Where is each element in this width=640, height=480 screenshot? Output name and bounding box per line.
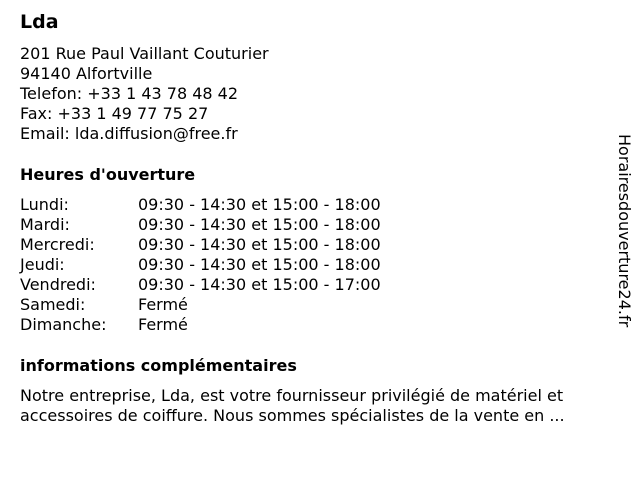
email-address: Email: lda.diffusion@free.fr xyxy=(20,124,238,143)
hours-row-vendredi xyxy=(20,275,615,295)
day-hours: 09:30 - 14:30 et 15:00 - 17:00 xyxy=(138,275,381,294)
site-watermark: Horairesdouverture24.fr xyxy=(615,134,634,328)
info-heading: informations complémentaires xyxy=(20,356,297,375)
fax-number: Fax: +33 1 49 77 75 27 xyxy=(20,104,209,123)
day-hours: Fermé xyxy=(138,295,188,314)
day-label: Vendredi: xyxy=(20,275,96,294)
hours-table xyxy=(20,195,615,335)
main-content xyxy=(20,10,615,426)
phone-number: Telefon: +33 1 43 78 48 42 xyxy=(20,84,239,103)
business-name: Lda xyxy=(20,11,59,33)
day-hours: 09:30 - 14:30 et 15:00 - 18:00 xyxy=(138,235,381,254)
day-hours: 09:30 - 14:30 et 15:00 - 18:00 xyxy=(138,215,381,234)
day-label: Dimanche: xyxy=(20,315,107,334)
day-hours: 09:30 - 14:30 et 15:00 - 18:00 xyxy=(138,255,381,274)
hours-heading: Heures d'ouverture xyxy=(20,165,196,184)
hours-row-jeudi xyxy=(20,255,615,275)
info-description: Notre entreprise, Lda, est votre fournisseur privilégié de matériel et accessoires de coiffure. Nous sommes spécialistes de la vente en ... xyxy=(20,386,565,425)
day-label: Mercredi: xyxy=(20,235,95,254)
hours-row-samedi xyxy=(20,295,615,315)
day-hours: Fermé xyxy=(138,315,188,334)
hours-row-mercredi xyxy=(20,235,615,255)
hours-row-mardi xyxy=(20,215,615,235)
contact-block xyxy=(20,44,615,144)
day-label: Mardi: xyxy=(20,215,70,234)
address-city: 94140 Alfortville xyxy=(20,64,153,83)
hours-row-dimanche xyxy=(20,315,615,335)
day-label: Lundi: xyxy=(20,195,69,214)
address-street: 201 Rue Paul Vaillant Couturier xyxy=(20,44,269,63)
day-label: Samedi: xyxy=(20,295,86,314)
day-label: Jeudi: xyxy=(20,255,65,274)
day-hours: 09:30 - 14:30 et 15:00 - 18:00 xyxy=(138,195,381,214)
hours-row-lundi xyxy=(20,195,615,215)
